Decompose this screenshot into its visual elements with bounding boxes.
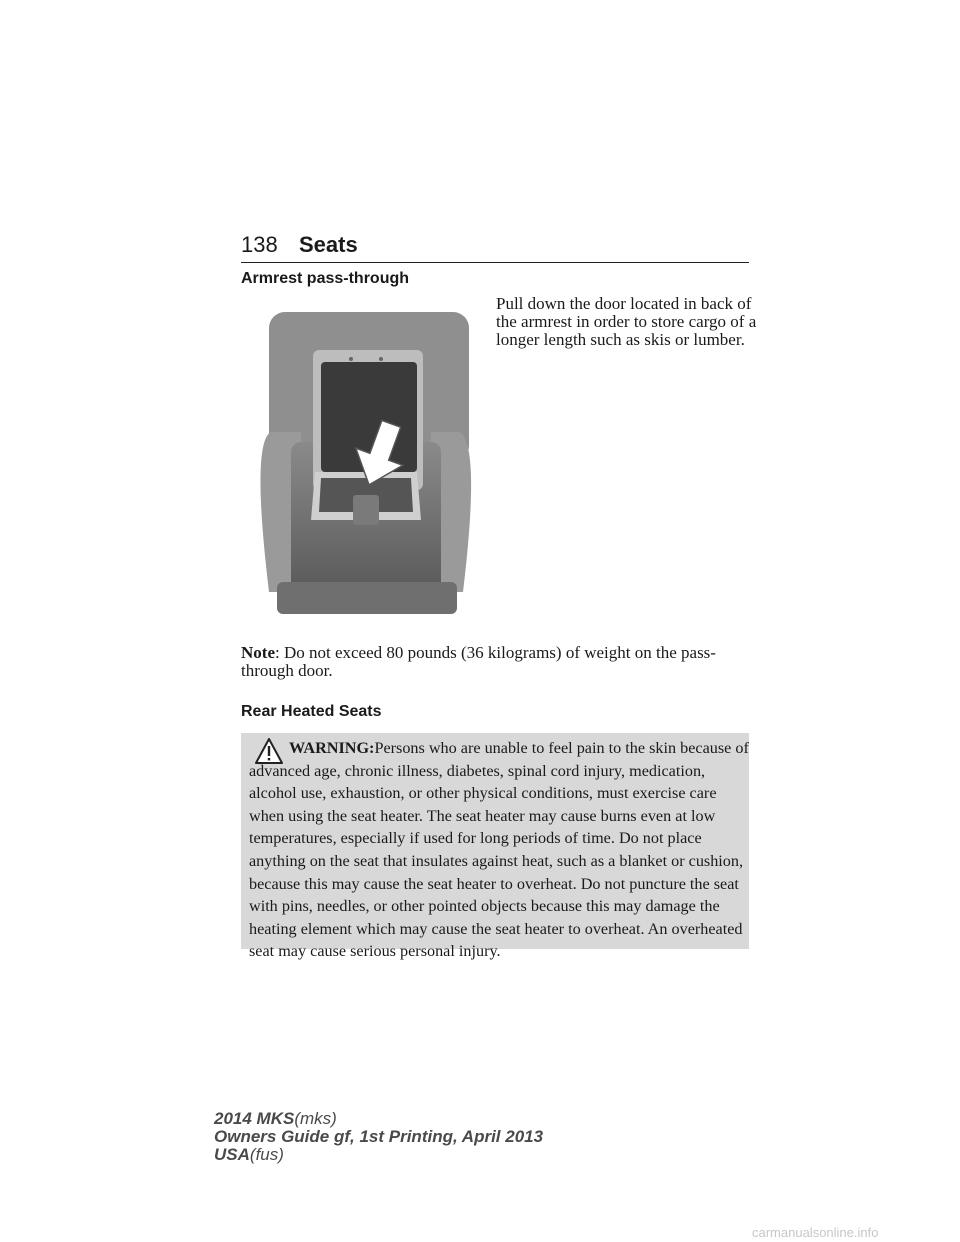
armrest-heading: Armrest pass-through — [241, 270, 410, 287]
page-number: 138 — [241, 232, 278, 257]
warning-box — [241, 733, 749, 961]
note-paragraph — [241, 644, 761, 680]
warning-label: WARNING: — [289, 739, 375, 757]
page-header — [241, 232, 749, 263]
footer-guide-info: Owners Guide gf, 1st Printing, April 2013 — [214, 1127, 544, 1146]
watermark-text: carmanualsonline.info — [752, 1225, 879, 1240]
armrest-illustration — [241, 292, 489, 614]
armrest-description: Pull down the door located in back of the armrest in order to store cargo of a longer length such as skis or lumber. — [496, 294, 757, 349]
footer-model-code: (mks) — [294, 1109, 337, 1128]
footer — [214, 1110, 543, 1164]
warning-text — [249, 737, 749, 963]
footer-market: USA — [214, 1145, 250, 1164]
note-label: Note — [241, 643, 275, 662]
footer-model: 2014 MKS — [214, 1109, 295, 1128]
footer-market-code: (fus) — [249, 1145, 284, 1164]
warning-body: Persons who are unable to feel pain to the skin because of advanced age, chronic illness, diabetes, spinal cord injury, medication, alcohol use, exhaustion, or other physical conditions, must exercise care when using the seat heater. The seat heater may cause burns even at low temperatures, especially if used for long periods of time. Do not place anything on the seat that insulates against heat, such as a blanket or cushion, because this may cause the seat heater to overheat. Do not puncture the seat with pins, needles, or other pointed objects because this may damage the heating element which may cause the seat heater to overheat. An overheated seat may cause serious personal injury. — [249, 739, 749, 961]
rear-heated-seats-heading: Rear Heated Seats — [241, 703, 382, 720]
note-text: : Do not exceed 80 pounds (36 kilograms) of weight on the pass-through door. — [241, 643, 716, 680]
section-title: Seats — [299, 232, 358, 257]
